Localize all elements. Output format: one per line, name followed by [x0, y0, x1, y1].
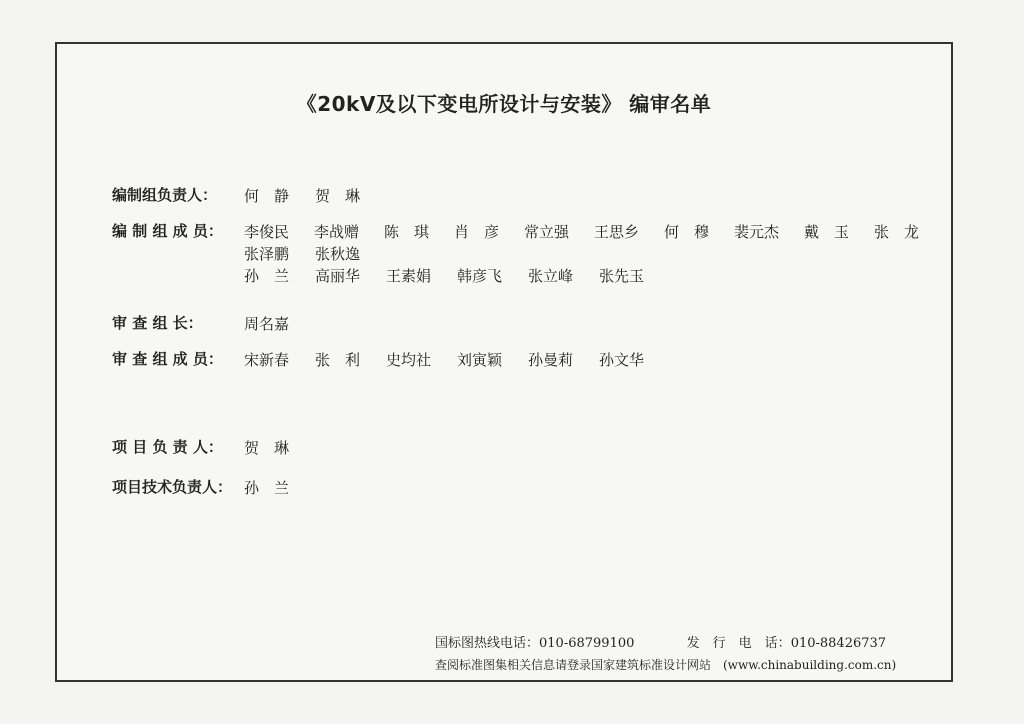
- section-label: 审 查 组 成 员：: [112, 350, 223, 368]
- name-line: [244, 312, 944, 334]
- name-list: [244, 476, 944, 498]
- person-name: 宋新春: [244, 350, 290, 369]
- person-name: 张立峰: [528, 266, 574, 285]
- person-name: 高丽华: [315, 266, 361, 285]
- person-name: 王素娟: [386, 266, 432, 285]
- person-name: 张 利: [315, 350, 361, 369]
- person-name: 常立强: [524, 222, 570, 241]
- name-line: [244, 348, 944, 370]
- issue-phone-number: 010-88426737: [790, 636, 887, 651]
- name-list: [244, 184, 944, 206]
- website-note: 查阅标准图集相关信息请登录国家建筑标准设计网站 (www.chinabuilding.com.cn): [435, 658, 897, 672]
- name-list: [244, 220, 944, 286]
- person-name: 陈 琪: [384, 222, 430, 241]
- person-name: 何 静: [244, 186, 290, 205]
- name-line: [244, 220, 944, 242]
- issue-phone-label: 发 行 电 话：: [686, 636, 791, 651]
- name-list: [244, 312, 944, 334]
- person-name: 刘寅颖: [457, 350, 503, 369]
- person-name: 贺 琳: [315, 186, 361, 205]
- person-name: 韩彦飞: [457, 266, 503, 285]
- person-name: 孙 兰: [244, 478, 290, 497]
- section-label: 编 制 组 成 员：: [112, 222, 223, 240]
- section-label: 项 目 负 责 人：: [112, 438, 223, 456]
- person-name: 周名嘉: [244, 314, 290, 333]
- hotline-line: [435, 632, 886, 651]
- person-name: 贺 琳: [244, 438, 290, 457]
- person-name: 李俊民: [244, 222, 290, 241]
- person-name: 张泽鹏: [244, 244, 290, 263]
- person-name: 张秋逸: [315, 244, 361, 263]
- section-label: 审 查 组 长：: [112, 314, 203, 332]
- person-name: 李战赠: [314, 222, 360, 241]
- section-label: 项目技术负责人：: [112, 478, 233, 496]
- page-frame: [55, 42, 953, 682]
- person-name: 肖 彦: [454, 222, 500, 241]
- person-name: 王思乡: [594, 222, 640, 241]
- section-label: 编制组负责人：: [112, 186, 218, 204]
- hotline-number: 010-68799100: [539, 636, 635, 651]
- person-name: 史均社: [386, 350, 432, 369]
- name-list: [244, 348, 944, 370]
- person-name: 孙文华: [599, 350, 645, 369]
- name-line: [244, 264, 944, 286]
- person-name: 张 龙: [874, 222, 920, 241]
- page-title: 《20kV及以下变电所设计与安装》 编审名单: [296, 92, 712, 116]
- name-line: [244, 476, 944, 498]
- name-line: [244, 242, 944, 264]
- name-line: [244, 184, 944, 206]
- name-list: [244, 436, 944, 458]
- person-name: 孙 兰: [244, 266, 290, 285]
- person-name: 戴 玉: [804, 222, 850, 241]
- name-line: [244, 436, 944, 458]
- person-name: 孙曼莉: [528, 350, 574, 369]
- person-name: 何 穆: [664, 222, 710, 241]
- person-name: 张先玉: [599, 266, 645, 285]
- hotline-label: 国标图热线电话：: [435, 636, 540, 651]
- person-name: 裴元杰: [734, 222, 780, 241]
